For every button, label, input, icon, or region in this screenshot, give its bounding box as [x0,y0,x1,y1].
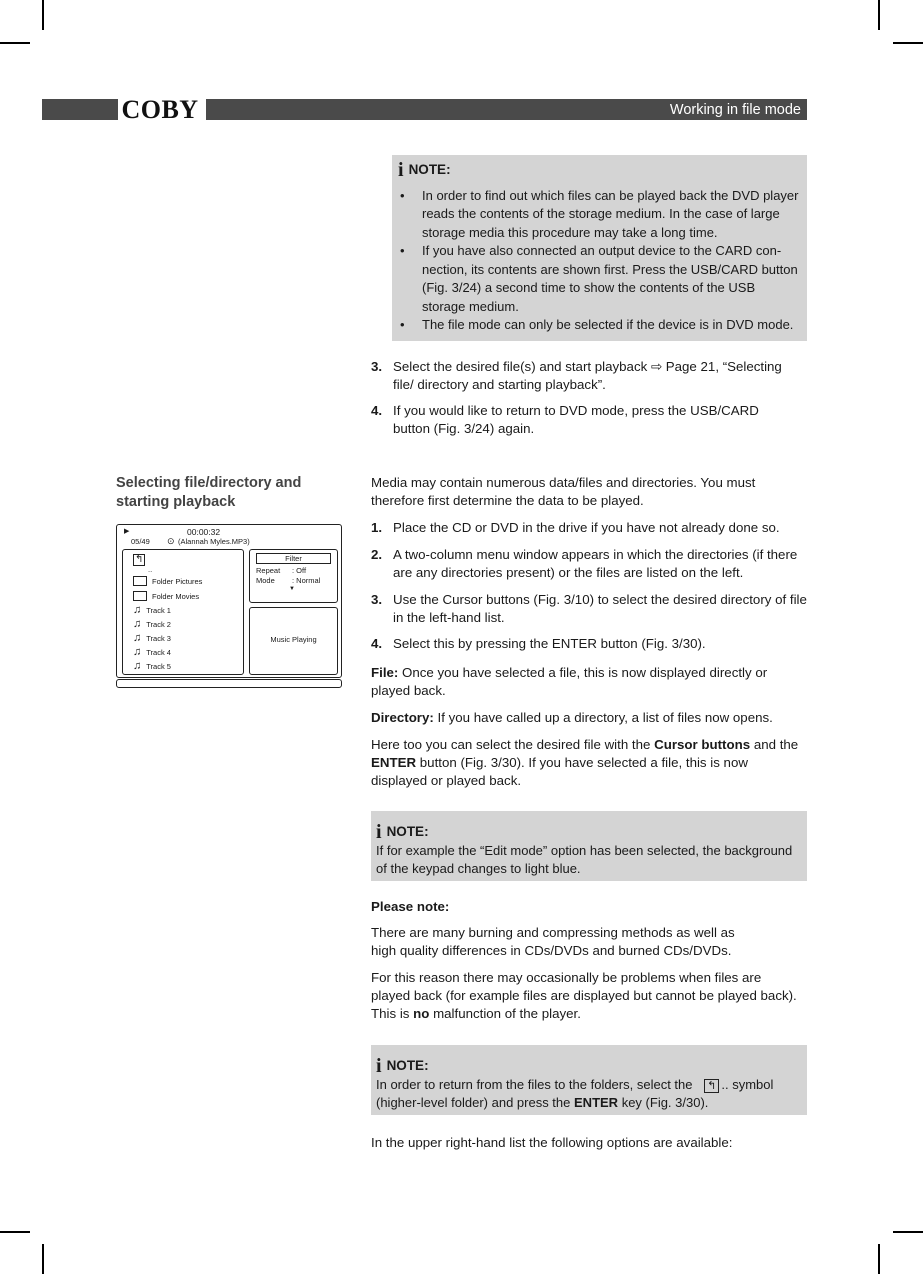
please-note-paragraph: There are many burning and compressing methods as well as high quality differences in CDs/DVDs and burned CDs/DVDs. [371,925,735,958]
chevron-down-icon[interactable]: ▼ [289,586,295,592]
directory-paragraph: Directory: If you have called up a directory, a list of files now opens. [371,710,773,725]
play-icon: ▶ [124,528,130,535]
info-icon: i [398,159,404,182]
figure-now-playing: (Alannah Myles.MP3) [178,537,250,546]
note-box-middle [371,811,807,881]
brand-logo: COBY [118,95,202,125]
info-icon: i [376,821,382,844]
music-note-icon: ♫ [133,604,142,616]
note-title: i NOTE: [376,821,429,844]
status-panel [249,607,338,675]
step-item: 4. If you would like to return to DVD mode, press the USB/CARD button (Fig. 3/24) again. [371,403,759,436]
mode-label: Mode [256,576,275,585]
up-folder-row[interactable] [133,554,145,566]
note-text: In order to return from the files to the folders, select the ↰ .. symbol (higher-level folder) and press the ENTER key (Fig. 3/30). [376,1076,774,1110]
list-item[interactable]: .. [148,565,153,574]
filter-title[interactable]: Filter [256,553,331,564]
note-bullet: • In order to find out which files can be played back the DVD player reads the contents of the storage medium. In the case of large storage media this procedure may take a long time. [398,187,799,243]
step-item: 4. Select this by pressing the ENTER button (Fig. 3/30). [371,636,706,651]
list-item[interactable]: ♫ Track 2 [133,618,171,630]
note-box-bottom [371,1045,807,1115]
list-item[interactable]: ♫ Track 4 [133,646,171,658]
mode-value[interactable]: : Normal [292,576,321,585]
step-item: 3. Use the Cursor buttons (Fig. 3/10) to select the desired directory of file in the left-hand list. [371,592,807,625]
crop-mark [893,1231,923,1233]
status-text: Music Playing [270,635,317,644]
repeat-label: Repeat [256,566,281,575]
figure-counter: 05/49 [131,537,150,546]
note-text: If for example the “Edit mode” option has been selected, the background of the keypad changes to light blue. [376,842,793,876]
filter-panel [249,549,338,603]
music-note-icon: ♫ [133,632,142,644]
list-item[interactable]: ♫ Track 5 [133,660,171,672]
file-browser-figure [116,524,342,678]
step-item: 3. Select the desired file(s) and start playback ⇨ Page 21, “Selecting file/ directory and starting playback”. [371,359,782,392]
list-item[interactable]: ♫ Track 3 [133,632,171,644]
file-paragraph: File: Once you have selected a file, this is now displayed directly or played back. [371,665,768,698]
crop-mark [0,42,30,44]
please-note-heading: Please note: [371,899,450,914]
step-item: 1. Place the CD or DVD in the drive if you have not already done so. [371,520,780,535]
list-item[interactable]: Folder Pictures [133,576,202,586]
up-folder-icon: ↰ [704,1079,719,1093]
options-intro: In the upper right-hand list the following options are available: [371,1135,733,1150]
step-item: 2. A two-column menu window appears in which the directories (if there are any directories present) or the files are listed on the left. [371,547,798,580]
music-note-icon: ♫ [133,646,142,658]
intro-paragraph: Media may contain numerous data/files and directories. You must therefore first determine the data to be played. [371,475,756,508]
header-bar-left [42,99,118,120]
note-title: i NOTE: [398,159,451,182]
note-bullet: • If you have also connected an output device to the CARD con-nection, its contents are shown first. Press the USB/CARD button (Fig. 3/24) a second time to show the contents of the USB storage medium. [398,242,799,316]
crop-mark [878,0,880,30]
file-list-panel [122,549,244,675]
list-item[interactable]: ♫ Track 1 [133,604,171,616]
crop-mark [0,1231,30,1233]
note-title: i NOTE: [376,1055,429,1078]
figure-scrollbar[interactable] [116,679,342,688]
crop-mark [42,0,44,30]
enter-paragraph: Here too you can select the desired file with the Cursor buttons and the ENTER button (Fig. 3/30). If you have selected a file, this is now displayed or played back. [371,737,799,788]
info-icon: i [376,1055,382,1078]
list-item[interactable]: Folder Movies [133,591,199,601]
music-note-icon: ♫ [133,618,142,630]
section-heading: Selecting file/directory and starting playback [116,475,302,510]
crop-mark [893,42,923,44]
music-note-icon: ♫ [133,660,142,672]
note-box-top [392,155,807,341]
repeat-value[interactable]: : Off [292,566,307,575]
crop-mark [878,1244,880,1274]
reason-paragraph: For this reason there may occasionally be problems when files are played back (for example files are displayed but cannot be played back). This is no malfunction of the player. [371,970,797,1021]
disc-icon: ⊙ [167,536,175,546]
crop-mark [42,1244,44,1274]
figure-time: 00:00:32 [187,527,221,537]
note-bullet: • The file mode can only be selected if the device is in DVD mode. [398,316,799,335]
folder-icon [133,591,147,601]
section-title: Working in file mode [669,102,801,118]
up-folder-icon: ↰ [135,554,144,565]
folder-icon [133,576,147,586]
